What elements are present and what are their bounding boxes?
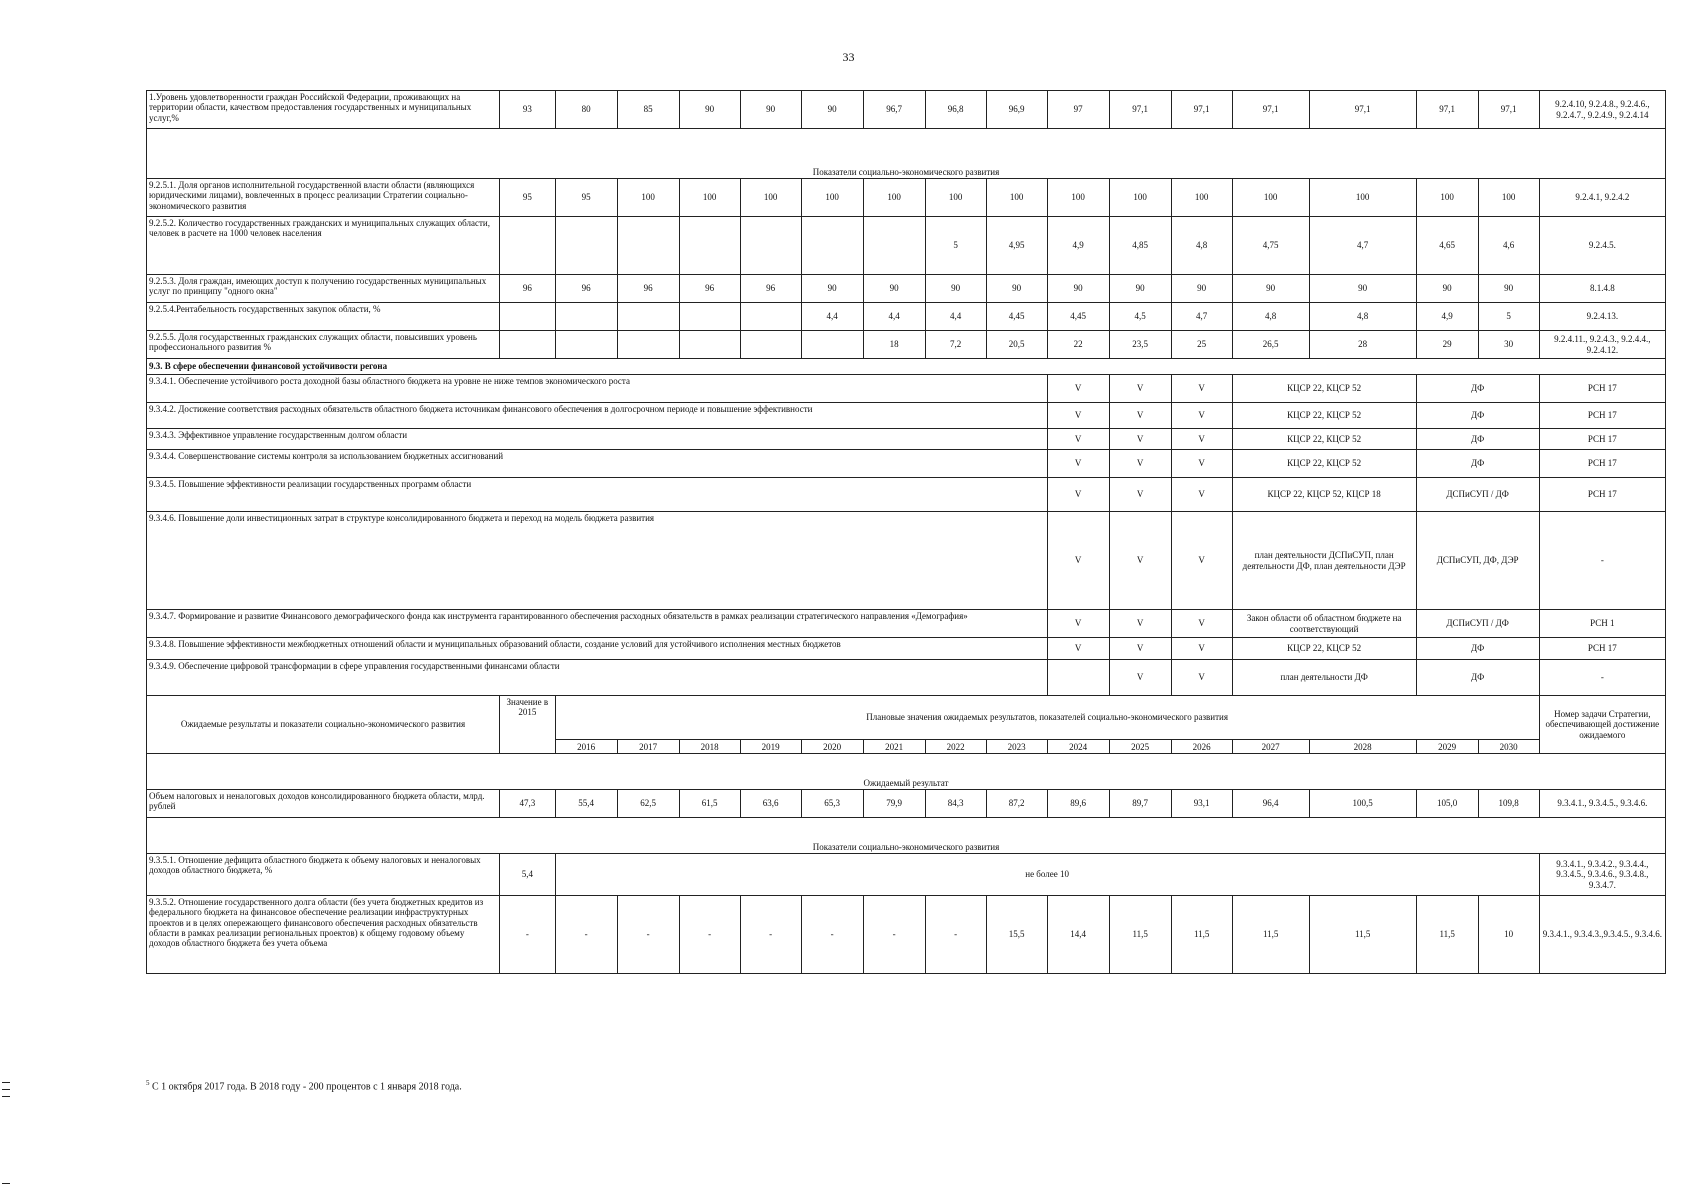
value-cell: 4,9	[1047, 217, 1109, 275]
executor-cell: ДФ	[1416, 375, 1539, 403]
section-heading: 9.3. В сфере обеспечении финансовой устойчивости регона	[147, 359, 1666, 375]
value-cell	[500, 303, 556, 331]
table-row	[147, 638, 1666, 660]
value-cell: 4,4	[863, 303, 925, 331]
value-cell: 4,65	[1416, 217, 1478, 275]
table-row	[147, 129, 1666, 179]
value-cell: 100	[617, 179, 679, 217]
year-header: 2016	[555, 740, 617, 754]
value-cell: -	[617, 896, 679, 974]
value-cell: 23,5	[1109, 331, 1171, 359]
task-number-cell: 9.3.4.1., 9.3.4.3.,9.3.4.5., 9.3.4.6.	[1539, 896, 1665, 974]
measure-label: 9.3.4.2. Достижение соответствия расходных обязательств областного бюджета источникам финансового обеспечения в долгосрочном периоде и повышение эффективности	[147, 403, 1048, 429]
band-heading: Показатели социально-экономического развития	[147, 129, 1666, 179]
value-cell	[801, 217, 863, 275]
executor-cell: ДФ	[1416, 403, 1539, 429]
document-cell: КЦСР 22, КЦСР 52, КЦСР 18	[1232, 478, 1416, 512]
value-cell: 89,6	[1047, 790, 1109, 818]
indicator-label: 9.3.5.1. Отношение дефицита областного бюджета к объему налоговых и неналоговых доходов областного бюджета, %	[147, 854, 500, 896]
value-cell: 11,5	[1171, 896, 1232, 974]
task-number-cell: 9.3.4.1., 9.3.4.5., 9.3.4.6.	[1539, 790, 1665, 818]
value-cell	[740, 303, 801, 331]
v-mark: V	[1047, 478, 1109, 512]
value-cell: 11,5	[1309, 896, 1416, 974]
year-header: 2020	[801, 740, 863, 754]
value-cell	[555, 303, 617, 331]
task-number-cell: 9.2.4.11., 9.2.4.3., 9.2.4.4., 9.2.4.12.	[1539, 331, 1665, 359]
indicator-label: 9.3.5.2. Отношение государственного долга области (без учета бюджетных кредитов из федерального бюджета на финансовое обеспечение реализации инфраструктурных проектов и в целях опережающего финансового обеспечения расходных обязательств области в рамках реализации региональных проектов) к общему годовому объему доходов областного бюджета без учета объема	[147, 896, 500, 974]
value-cell: 4,7	[1171, 303, 1232, 331]
value-cell: 85	[617, 91, 679, 129]
value-cell: -	[801, 896, 863, 974]
table-row	[147, 179, 1666, 217]
value-cell: -	[925, 896, 986, 974]
value-cell: 90	[801, 91, 863, 129]
value-cell: 4,8	[1232, 303, 1309, 331]
header-plan: Плановые значения ожидаемых результатов, показателей социально-экономического развития	[555, 696, 1539, 740]
v-mark: V	[1047, 403, 1109, 429]
value-cell: 4,85	[1109, 217, 1171, 275]
document-cell: КЦСР 22, КЦСР 52	[1232, 403, 1416, 429]
margin-mark	[2, 1089, 10, 1090]
v-mark: V	[1047, 638, 1109, 660]
merged-value-cell: не более 10	[555, 854, 1539, 896]
document-cell: КЦСР 22, КЦСР 52	[1232, 429, 1416, 450]
value-cell: 4,95	[986, 217, 1047, 275]
value-cell: 4,75	[1232, 217, 1309, 275]
table-row	[147, 429, 1666, 450]
value-cell: 22	[1047, 331, 1109, 359]
footnote-mark: 5	[146, 1079, 150, 1087]
code-cell: РСН 17	[1539, 375, 1665, 403]
value-cell: 4,4	[925, 303, 986, 331]
table-row	[147, 91, 1666, 129]
value-cell: 96	[679, 275, 740, 303]
v-mark: V	[1047, 429, 1109, 450]
value-cell: 61,5	[679, 790, 740, 818]
indicators-table	[146, 90, 1666, 974]
value-cell: 96,7	[863, 91, 925, 129]
year-header: 2030	[1478, 740, 1539, 754]
value-cell: 11,5	[1416, 896, 1478, 974]
table-row	[147, 275, 1666, 303]
value-cell: 90	[1309, 275, 1416, 303]
code-cell: РСН 17	[1539, 403, 1665, 429]
value-cell: 11,5	[1109, 896, 1171, 974]
value-cell	[617, 303, 679, 331]
indicator-label: 9.2.5.3. Доля граждан, имеющих доступ к получению государственных муниципальных услуг по принципу "одного окна"	[147, 275, 500, 303]
executor-cell: ДСПиСУП, ДФ, ДЭР	[1416, 512, 1539, 610]
indicator-label: 9.2.5.2. Количество государственных гражданских и муниципальных служащих области, человек в расчете на 1000 человек населения	[147, 217, 500, 275]
v-mark: V	[1171, 512, 1232, 610]
value-cell: 100	[986, 179, 1047, 217]
v-mark: V	[1171, 375, 1232, 403]
executor-cell: ДФ	[1416, 429, 1539, 450]
value-cell: 97	[1047, 91, 1109, 129]
value-cell: 90	[863, 275, 925, 303]
code-cell: РСН 17	[1539, 638, 1665, 660]
value-cell: -	[740, 896, 801, 974]
table-row	[147, 660, 1666, 696]
value-cell: 63,6	[740, 790, 801, 818]
footnote-text: С 1 октября 2017 года. В 2018 году - 200 процентов с 1 января 2018 года.	[152, 1081, 462, 1093]
executor-cell: ДСПиСУП / ДФ	[1416, 610, 1539, 638]
value-cell: 90	[801, 275, 863, 303]
value-cell: 90	[1478, 275, 1539, 303]
value-cell	[740, 217, 801, 275]
value-cell: 65,3	[801, 790, 863, 818]
value-cell	[555, 331, 617, 359]
header-base-year: Значение в 2015	[500, 696, 556, 754]
value-cell: 87,2	[986, 790, 1047, 818]
value-cell: 4,9	[1416, 303, 1478, 331]
value-cell: 4,8	[1171, 217, 1232, 275]
table-row	[147, 217, 1666, 275]
year-header: 2023	[986, 740, 1047, 754]
value-cell	[617, 331, 679, 359]
measure-label: 9.3.4.1. Обеспечение устойчивого роста доходной базы областного бюджета на уровне не ниже темпов экономического роста	[147, 375, 1048, 403]
value-cell: 89,7	[1109, 790, 1171, 818]
value-cell: 96	[500, 275, 556, 303]
value-cell: 97,1	[1109, 91, 1171, 129]
table-row	[147, 754, 1666, 790]
header-indicators: Ожидаемые результаты и показатели социально-экономического развития	[147, 696, 500, 754]
value-cell: 90	[1047, 275, 1109, 303]
measure-label: 9.3.4.5. Повышение эффективности реализации государственных программ области	[147, 478, 1048, 512]
measure-label: 9.3.4.6. Повышение доли инвестиционных затрат в структуре консолидированного бюджета и переход на модель бюджета развития	[147, 512, 1048, 610]
value-cell: 4,4	[801, 303, 863, 331]
value-cell: 95	[555, 179, 617, 217]
value-cell	[679, 331, 740, 359]
table-row	[147, 610, 1666, 638]
margin-mark	[2, 1082, 10, 1083]
value-cell: -	[863, 896, 925, 974]
table-row	[147, 450, 1666, 478]
value-cell	[863, 217, 925, 275]
v-mark: V	[1171, 403, 1232, 429]
value-cell: 4,7	[1309, 217, 1416, 275]
year-header: 2029	[1416, 740, 1478, 754]
value-cell: 20,5	[986, 331, 1047, 359]
value-cell: 4,45	[1047, 303, 1109, 331]
value-cell	[679, 217, 740, 275]
value-cell	[740, 331, 801, 359]
v-mark: V	[1109, 638, 1171, 660]
value-cell: -	[500, 896, 556, 974]
value-cell: 100	[801, 179, 863, 217]
table-row	[147, 303, 1666, 331]
value-cell: 90	[679, 91, 740, 129]
value-cell: 90	[1171, 275, 1232, 303]
v-mark: V	[1171, 478, 1232, 512]
v-mark: V	[1171, 660, 1232, 696]
value-cell: 90	[1416, 275, 1478, 303]
table-row	[147, 331, 1666, 359]
table-row	[147, 403, 1666, 429]
value-cell: 47,3	[500, 790, 556, 818]
task-number-cell: 8.1.4.8	[1539, 275, 1665, 303]
value-cell: 96	[555, 275, 617, 303]
value-cell: 96,8	[925, 91, 986, 129]
value-cell: 55,4	[555, 790, 617, 818]
task-number-cell: 9.2.4.1, 9.2.4.2	[1539, 179, 1665, 217]
value-cell: 80	[555, 91, 617, 129]
year-header: 2022	[925, 740, 986, 754]
value-cell: 97,1	[1309, 91, 1416, 129]
code-cell: РСН 1	[1539, 610, 1665, 638]
v-mark: V	[1171, 429, 1232, 450]
v-mark: V	[1171, 450, 1232, 478]
value-cell	[500, 217, 556, 275]
executor-cell: ДФ	[1416, 638, 1539, 660]
value-cell: 96	[617, 275, 679, 303]
value-cell: 100	[1047, 179, 1109, 217]
value-cell: 90	[986, 275, 1047, 303]
value-cell: 15,5	[986, 896, 1047, 974]
table-row	[147, 478, 1666, 512]
document-cell: КЦСР 22, КЦСР 52	[1232, 375, 1416, 403]
band-heading: Ожидаемый результат	[147, 754, 1666, 790]
task-number-cell: 9.3.4.1., 9.3.4.2., 9.3.4.4., 9.3.4.5., 9.3.4.6., 9.3.4.8., 9.3.4.7.	[1539, 854, 1665, 896]
value-cell: 7,2	[925, 331, 986, 359]
v-mark: V	[1109, 660, 1171, 696]
v-mark: V	[1047, 512, 1109, 610]
indicator-label: Объем налоговых и неналоговых доходов консолидированного бюджета области, млрд. рублей	[147, 790, 500, 818]
measure-label: 9.3.4.4. Совершенствование системы контроля за использованием бюджетных ассигнований	[147, 450, 1048, 478]
value-cell	[801, 331, 863, 359]
margin-mark	[2, 1183, 10, 1184]
executor-cell: ДСПиСУП / ДФ	[1416, 478, 1539, 512]
value-cell: 100	[679, 179, 740, 217]
value-cell: 97,1	[1416, 91, 1478, 129]
value-cell: 96,4	[1232, 790, 1309, 818]
task-number-cell: 9.2.4.10, 9.2.4.8., 9.2.4.6., 9.2.4.7., 9.2.4.9., 9.2.4.14	[1539, 91, 1665, 129]
year-header: 2026	[1171, 740, 1232, 754]
measure-label: 9.3.4.7. Формирование и развитие Финансового демографического фонда как инструмента гарантированного обеспечения расходных обязательств в рамках реализации стратегического направления «Демография»	[147, 610, 1048, 638]
value-cell: 30	[1478, 331, 1539, 359]
v-mark: V	[1047, 450, 1109, 478]
v-mark: V	[1109, 478, 1171, 512]
value-cell: 96,9	[986, 91, 1047, 129]
document-cell: Закон области об областном бюджете на соответствующий	[1232, 610, 1416, 638]
v-mark: V	[1109, 403, 1171, 429]
value-cell: 100,5	[1309, 790, 1416, 818]
indicator-label: 9.2.5.4.Рентабельность государственных закупок области, %	[147, 303, 500, 331]
value-cell: 25	[1171, 331, 1232, 359]
table-row	[147, 696, 1666, 740]
margin-mark	[2, 1096, 10, 1097]
year-header: 2021	[863, 740, 925, 754]
year-header: 2019	[740, 740, 801, 754]
value-cell: 90	[1109, 275, 1171, 303]
value-cell: 4,8	[1309, 303, 1416, 331]
table-row	[147, 818, 1666, 854]
code-cell: -	[1539, 660, 1665, 696]
year-header: 2025	[1109, 740, 1171, 754]
value-cell: 100	[863, 179, 925, 217]
value-cell: 93	[500, 91, 556, 129]
header-task: Номер задачи Стратегии, обеспечивающей достижение ожидаемого	[1539, 696, 1665, 754]
document-cell: КЦСР 22, КЦСР 52	[1232, 638, 1416, 660]
code-cell: РСН 17	[1539, 478, 1665, 512]
value-cell: 100	[1171, 179, 1232, 217]
value-cell: 26,5	[1232, 331, 1309, 359]
v-mark: V	[1109, 610, 1171, 638]
v-mark: V	[1047, 375, 1109, 403]
value-cell: 84,3	[925, 790, 986, 818]
value-cell: -	[555, 896, 617, 974]
measure-label: 9.3.4.3. Эффективное управление государственным долгом области	[147, 429, 1048, 450]
value-cell: 100	[1309, 179, 1416, 217]
indicator-label: 1.Уровень удовлетворенности граждан Российской Федерации, проживающих на территории области, качеством предоставления государственных и муниципальных услуг,%	[147, 91, 500, 129]
page-number: 33	[842, 50, 855, 64]
value-cell: 4,6	[1478, 217, 1539, 275]
value-cell: 10	[1478, 896, 1539, 974]
v-mark: V	[1047, 610, 1109, 638]
value-cell: 90	[740, 91, 801, 129]
value-cell	[555, 217, 617, 275]
v-mark: V	[1109, 429, 1171, 450]
document-cell: КЦСР 22, КЦСР 52	[1232, 450, 1416, 478]
table-row	[147, 790, 1666, 818]
code-cell: РСН 17	[1539, 450, 1665, 478]
value-cell: 18	[863, 331, 925, 359]
value-cell: 100	[1232, 179, 1309, 217]
value-cell: 5,4	[500, 854, 556, 896]
value-cell: 93,1	[1171, 790, 1232, 818]
value-cell: 79,9	[863, 790, 925, 818]
value-cell: 96	[740, 275, 801, 303]
code-cell: -	[1539, 512, 1665, 610]
table-row	[147, 896, 1666, 974]
year-header: 2027	[1232, 740, 1309, 754]
year-header: 2028	[1309, 740, 1416, 754]
code-cell: РСН 17	[1539, 429, 1665, 450]
band-heading: Показатели социально-экономического развития	[147, 818, 1666, 854]
value-cell: 5	[1478, 303, 1539, 331]
value-cell	[617, 217, 679, 275]
measure-label: 9.3.4.9. Обеспечение цифровой трансформации в сфере управления государственными финансами области	[147, 660, 1048, 696]
value-cell: 100	[1109, 179, 1171, 217]
value-cell: 4,45	[986, 303, 1047, 331]
value-cell: 97,1	[1478, 91, 1539, 129]
executor-cell: ДФ	[1416, 450, 1539, 478]
table-row	[147, 854, 1666, 896]
value-cell: 29	[1416, 331, 1478, 359]
value-cell: 100	[925, 179, 986, 217]
indicator-label: 9.2.5.1. Доля органов исполнительной государственной власти области (являющихся юридическими лицами), вовлеченных в процесс реализации Стратегии социально-экономического развития	[147, 179, 500, 217]
measure-label: 9.3.4.8. Повышение эффективности межбюджетных отношений области и муниципальных образований области, создание условий для устойчивого исполнения местных бюджетов	[147, 638, 1048, 660]
table-row	[147, 375, 1666, 403]
value-cell: 95	[500, 179, 556, 217]
task-number-cell: 9.2.4.5.	[1539, 217, 1665, 275]
value-cell: 5	[925, 217, 986, 275]
indicator-label: 9.2.5.5. Доля государственных гражданских служащих области, повысивших уровень профессионального развития %	[147, 331, 500, 359]
value-cell: 100	[1478, 179, 1539, 217]
v-mark: V	[1109, 512, 1171, 610]
document-cell: план деятельности ДСПиСУП, план деятельности ДФ, план деятельности ДЭР	[1232, 512, 1416, 610]
value-cell: 14,4	[1047, 896, 1109, 974]
value-cell: 90	[1232, 275, 1309, 303]
value-cell: 105,0	[1416, 790, 1478, 818]
value-cell: 97,1	[1171, 91, 1232, 129]
table-row	[147, 512, 1666, 610]
value-cell: 4,5	[1109, 303, 1171, 331]
value-cell: 100	[1416, 179, 1478, 217]
value-cell: 97,1	[1232, 91, 1309, 129]
task-number-cell: 9.2.4.13.	[1539, 303, 1665, 331]
value-cell: 62,5	[617, 790, 679, 818]
v-mark: V	[1109, 450, 1171, 478]
v-mark: V	[1109, 375, 1171, 403]
value-cell: -	[679, 896, 740, 974]
value-cell: 100	[740, 179, 801, 217]
value-cell: 109,8	[1478, 790, 1539, 818]
v-mark	[1047, 660, 1109, 696]
value-cell	[679, 303, 740, 331]
table-row	[147, 359, 1666, 375]
value-cell: 11,5	[1232, 896, 1309, 974]
executor-cell: ДФ	[1416, 660, 1539, 696]
year-header: 2018	[679, 740, 740, 754]
year-header: 2017	[617, 740, 679, 754]
document-cell: план деятельности ДФ	[1232, 660, 1416, 696]
value-cell: 28	[1309, 331, 1416, 359]
v-mark: V	[1171, 610, 1232, 638]
v-mark: V	[1171, 638, 1232, 660]
value-cell	[500, 331, 556, 359]
footnote	[146, 1079, 462, 1092]
value-cell: 90	[925, 275, 986, 303]
year-header: 2024	[1047, 740, 1109, 754]
